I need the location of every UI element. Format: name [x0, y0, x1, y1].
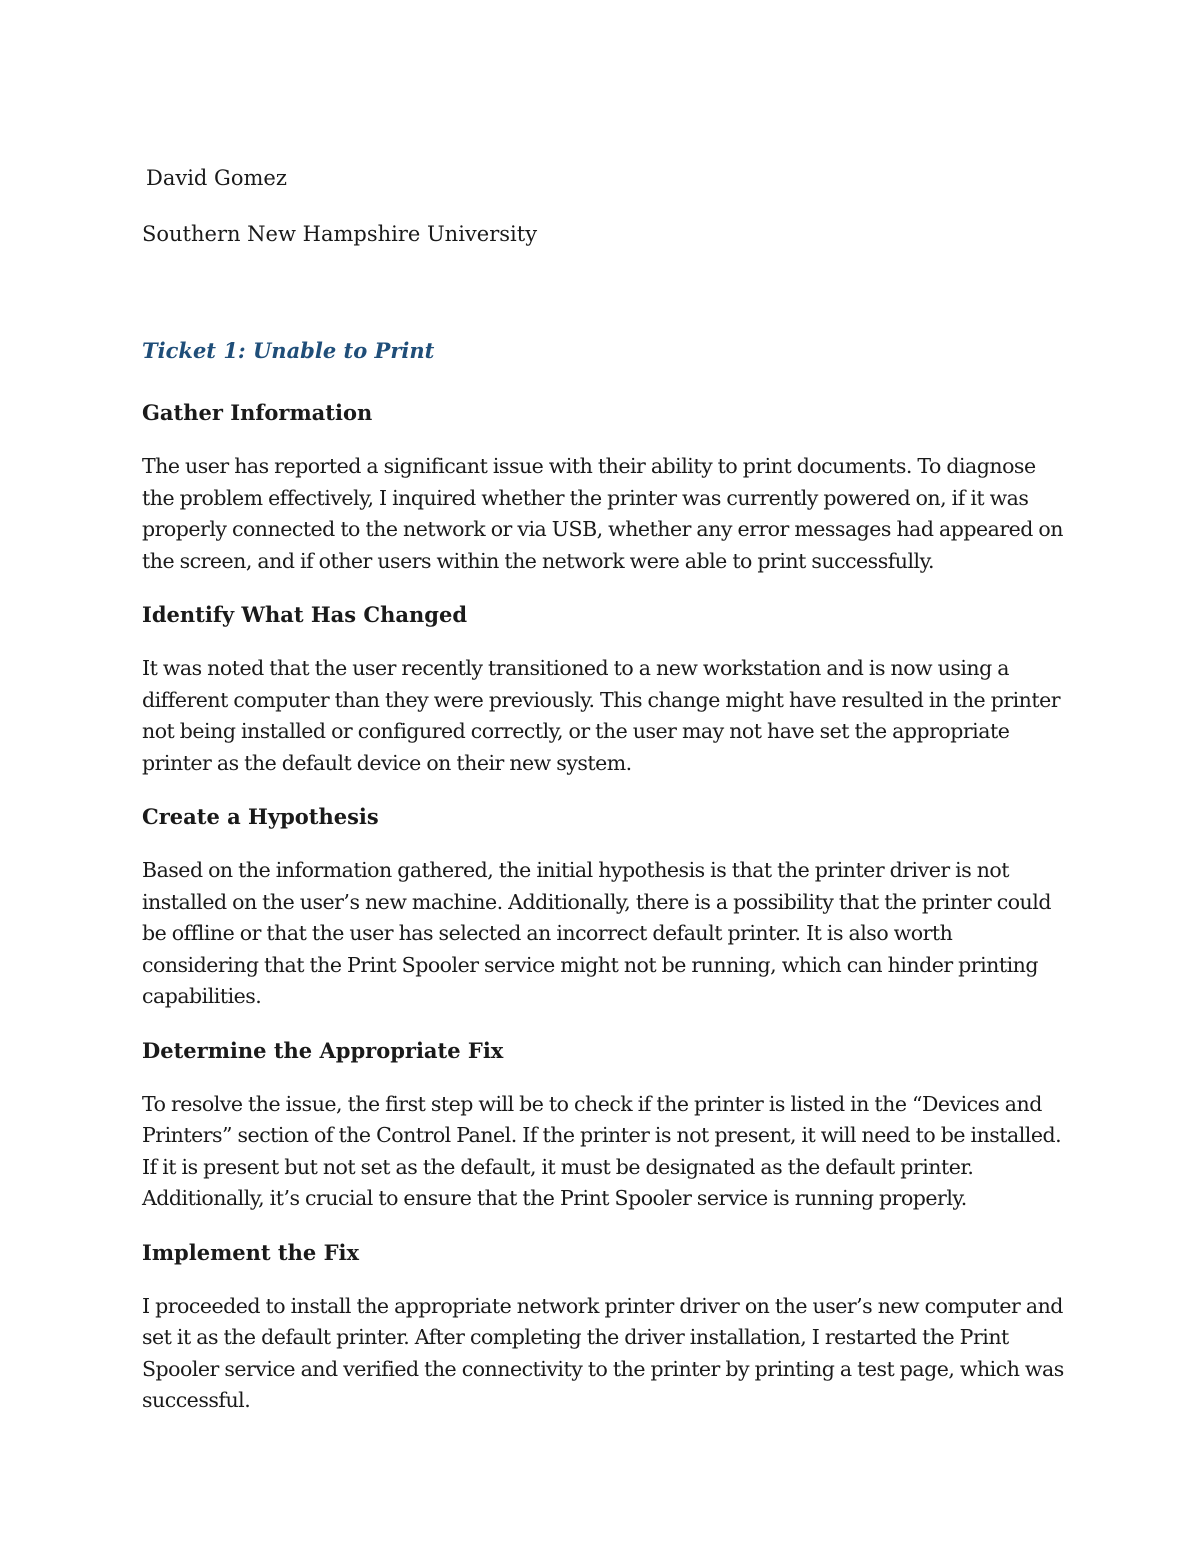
section-heading-gather-information: Gather Information [142, 400, 373, 425]
section-body-identify-what-has-changed: It was noted that the user recently transitioned to a new workstation and is now using a different computer than they were previously. This change might have resulted in the printer not being installed or configured correctly, or the user may not have set the appropriate printer as the default device on their new system. [142, 656, 1061, 775]
section-body-determine-the-appropriate-fix: To resolve the issue, the first step will be to check if the printer is listed in the “Devices and Printers” section of the Control Panel. If the printer is not present, it will need to be installed. If it is present but not set as the default, it must be designated as the default printer. Additionally, it’s crucial to ensure that the Print Spooler service is running properly. [142, 1091, 1062, 1210]
section-heading-determine-the-appropriate-fix: Determine the Appropriate Fix [142, 1037, 504, 1063]
section-body-gather-information: The user has reported a significant issue with their ability to print documents. To diagnose the problem effectively, I inquired whether the printer was currently powered on, if it was properly connected to the network or via USB, whether any error messages had appeared on the screen, and if other users within the network were able to print successfully. [142, 454, 1063, 573]
ticket-title: Ticket 1: Unable to Print [142, 338, 435, 363]
document-content [142, 162, 1072, 1439]
section-body-implement-the-fix: I proceeded to install the appropriate network printer driver on the user’s new computer and set it as the default printer. After completing the driver installation, I restarted the Print Spooler service and verified the connectivity to the printer by printing a test page, which was successful. [142, 1293, 1064, 1412]
section-heading-implement-the-fix: Implement the Fix [142, 1239, 359, 1265]
section-heading-identify-what-has-changed: Identify What Has Changed [142, 602, 467, 627]
author-name: David Gomez [146, 166, 287, 190]
section-body-create-a-hypothesis: Based on the information gathered, the initial hypothesis is that the printer driver is not installed on the user’s new machine. Additionally, there is a possibility that the printer could be offline or that the user has selected an incorrect default printer. It is also worth considering that the Print Spooler service might not be running, which can hinder printing capabilities. [142, 858, 1051, 1008]
institution-name: Southern New Hampshire University [142, 222, 538, 246]
section-heading-create-a-hypothesis: Create a Hypothesis [142, 804, 379, 829]
